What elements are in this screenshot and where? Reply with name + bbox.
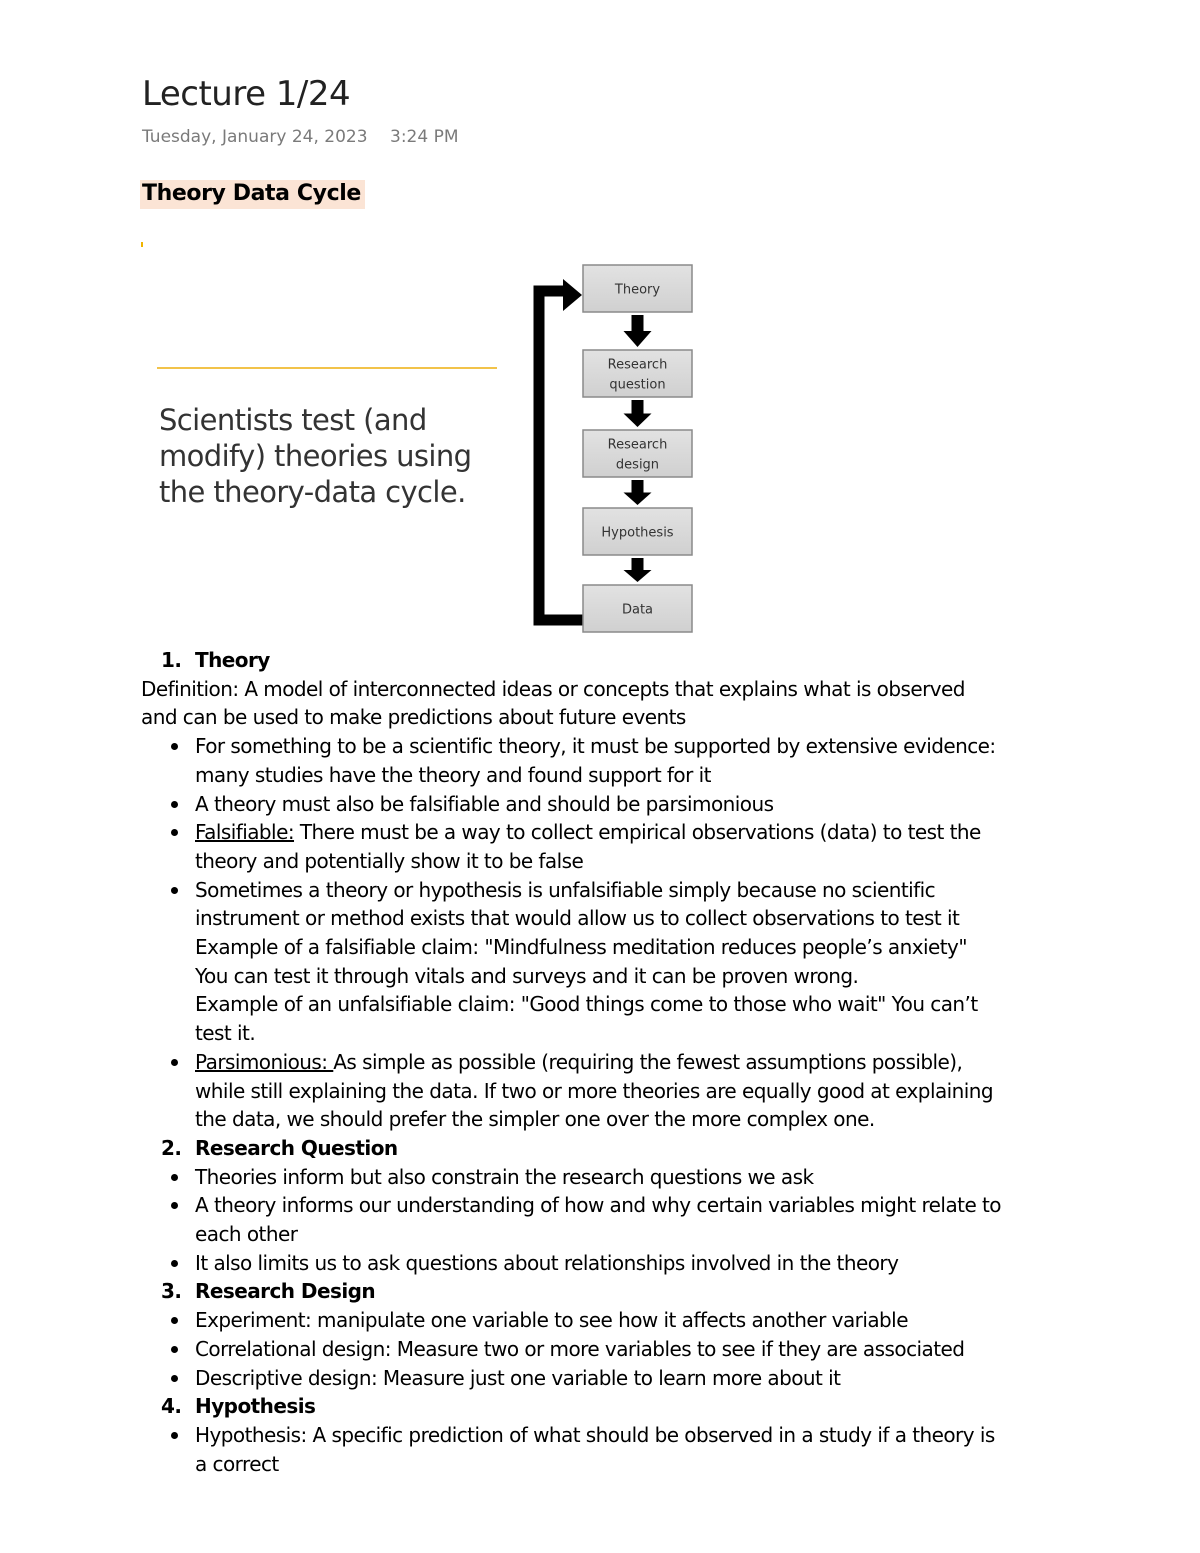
- bullet-dot: [141, 1335, 195, 1364]
- page-title: Lecture 1/24: [142, 74, 351, 114]
- bullet-dot: [141, 818, 195, 875]
- bullet-text: [195, 876, 1001, 1048]
- bullet-text: [195, 1249, 1001, 1278]
- bullet-text: [195, 818, 1001, 875]
- cycle-box-data: [583, 585, 692, 632]
- section-title-text: Research Design: [195, 1279, 376, 1304]
- bullet-text: [195, 1421, 1001, 1478]
- cycle-box-label: Data: [621, 602, 654, 618]
- section-title-text: Hypothesis: [195, 1394, 316, 1419]
- cycle-box-research-design: [583, 430, 692, 477]
- bullet-text: [195, 790, 1001, 819]
- bullet-body: It also limits us to ask questions about relationships involved in the theory: [195, 1250, 899, 1275]
- bullet-dot: [141, 1364, 195, 1393]
- bullet-item: [141, 876, 1001, 1048]
- theory-data-cycle-diagram: [525, 255, 705, 640]
- section-number: 3.: [161, 1279, 182, 1304]
- term-underlined: Parsimonious:: [195, 1049, 334, 1074]
- bullet-item: [141, 1421, 1001, 1478]
- cycle-box-label: Hypothesis: [601, 525, 674, 541]
- bullet-item: [141, 790, 1001, 819]
- bullet-body: Sometimes a theory or hypothesis is unfalsifiable simply because no scientific instrument or method exists that would allow us to collect observations to test it: [195, 877, 960, 931]
- bullet-text: [195, 1048, 1001, 1134]
- section-title-text: Theory: [195, 648, 270, 672]
- bullet-item: [141, 1306, 1001, 1335]
- bullet-dot: [141, 790, 195, 819]
- bullet-dot: [141, 1163, 195, 1192]
- definition-text: Definition: A model of interconnected ideas or concepts that explains what is observed and can be used to make predictions about future events: [141, 676, 965, 730]
- bullet-item: [141, 1364, 1001, 1393]
- bullet-dot: [141, 1421, 195, 1478]
- section-title: [141, 646, 1001, 675]
- bullet-item: [141, 1048, 1001, 1134]
- bullet-dot: [141, 876, 195, 1048]
- bullet-dot: [141, 1306, 195, 1335]
- bullet-text: [195, 732, 1001, 789]
- bullet-dot: [141, 1048, 195, 1134]
- bullet-body: Descriptive design: Measure just one variable to learn more about it: [195, 1365, 841, 1390]
- bullet-dot: [141, 1191, 195, 1248]
- bullet-body: There must be a way to collect empirical observations (data) to test the theory and potentially show it to be false: [195, 820, 981, 873]
- notes-body: [141, 646, 1001, 1478]
- section-title: [141, 1277, 1001, 1306]
- cycle-box-research-question: [583, 350, 692, 397]
- bullet-item: [141, 1335, 1001, 1364]
- figure-caption: Scientists test (and modify) theories using the theory-data cycle.: [159, 403, 472, 509]
- bullet-body: Hypothesis: A specific prediction of what should be observed in a study if a theory is a correct: [195, 1422, 995, 1476]
- note-time: 3:24 PM: [390, 127, 459, 147]
- feedback-loop-arrow: [539, 291, 584, 620]
- bullet-dot: [141, 1249, 195, 1278]
- bullet-item: [141, 1163, 1001, 1192]
- cycle-box-label: Research: [607, 437, 668, 453]
- bullet-body: A theory informs our understanding of how and why certain variables might relate to each other: [195, 1193, 1001, 1247]
- cycle-box-label: Theory: [614, 282, 661, 298]
- bullet-text: [195, 1306, 1001, 1335]
- bullet-text: [195, 1163, 1001, 1192]
- note-date: Tuesday, January 24, 2023: [142, 127, 368, 147]
- cycle-down-arrow: [624, 315, 652, 347]
- section-title: [141, 1134, 1001, 1163]
- bullet-body: Experiment: manipulate one variable to see how it affects another variable: [195, 1308, 908, 1333]
- bullet-item: [141, 732, 1001, 789]
- bullet-body: As simple as possible (requiring the fewest assumptions possible), while still explaining the data. If two or more theories are equally good at explaining the data, we should prefer the simpler one over the more complex one.: [195, 1049, 994, 1132]
- cycle-box-theory: [583, 265, 692, 312]
- bullet-body: Correlational design: Measure two or more variables to see if they are associated: [195, 1336, 965, 1361]
- section-number: 1.: [161, 648, 182, 672]
- highlight-mark: [141, 242, 143, 247]
- cycle-down-arrow: [624, 480, 652, 505]
- bullet-text: [195, 1364, 1001, 1393]
- bullet-text: [195, 1191, 1001, 1248]
- bullet-body: Theories inform but also constrain the research questions we ask: [195, 1164, 814, 1189]
- example-text: Example of a falsifiable claim: "Mindfulness meditation reduces people’s anxiety" You can test it through vitals and surveys and it can be proven wrong.: [195, 935, 967, 988]
- section-heading: Theory Data Cycle: [140, 180, 365, 209]
- bullet-body: A theory must also be falsifiable and should be parsimonious: [195, 791, 774, 816]
- bullet-dot: [141, 732, 195, 789]
- figure-divider: [157, 367, 497, 369]
- feedback-arrowhead: [563, 279, 582, 311]
- bullet-text: [195, 1335, 1001, 1364]
- cycle-box-label: question: [609, 377, 666, 393]
- cycle-box-label: design: [615, 457, 660, 473]
- bullet-item: [141, 818, 1001, 875]
- cycle-down-arrow: [624, 558, 652, 582]
- cycle-box-hypothesis: [583, 508, 692, 555]
- term-underlined: Falsifiable:: [195, 820, 295, 845]
- bullet-item: [141, 1191, 1001, 1248]
- bullet-item: [141, 1249, 1001, 1278]
- bullet-body: For something to be a scientific theory, it must be supported by extensive evidence: many studies have the theory and found support for it: [195, 734, 996, 787]
- example-text: Example of an unfalsifiable claim: "Good things come to those who wait" You can’t test it.: [195, 992, 978, 1046]
- cycle-down-arrow: [624, 400, 652, 427]
- cycle-box-label: Research: [607, 357, 668, 373]
- section-number: 2.: [161, 1135, 182, 1160]
- section-title-text: Research Question: [195, 1135, 398, 1160]
- section-number: 4.: [161, 1394, 182, 1419]
- section-title: [141, 1392, 1001, 1421]
